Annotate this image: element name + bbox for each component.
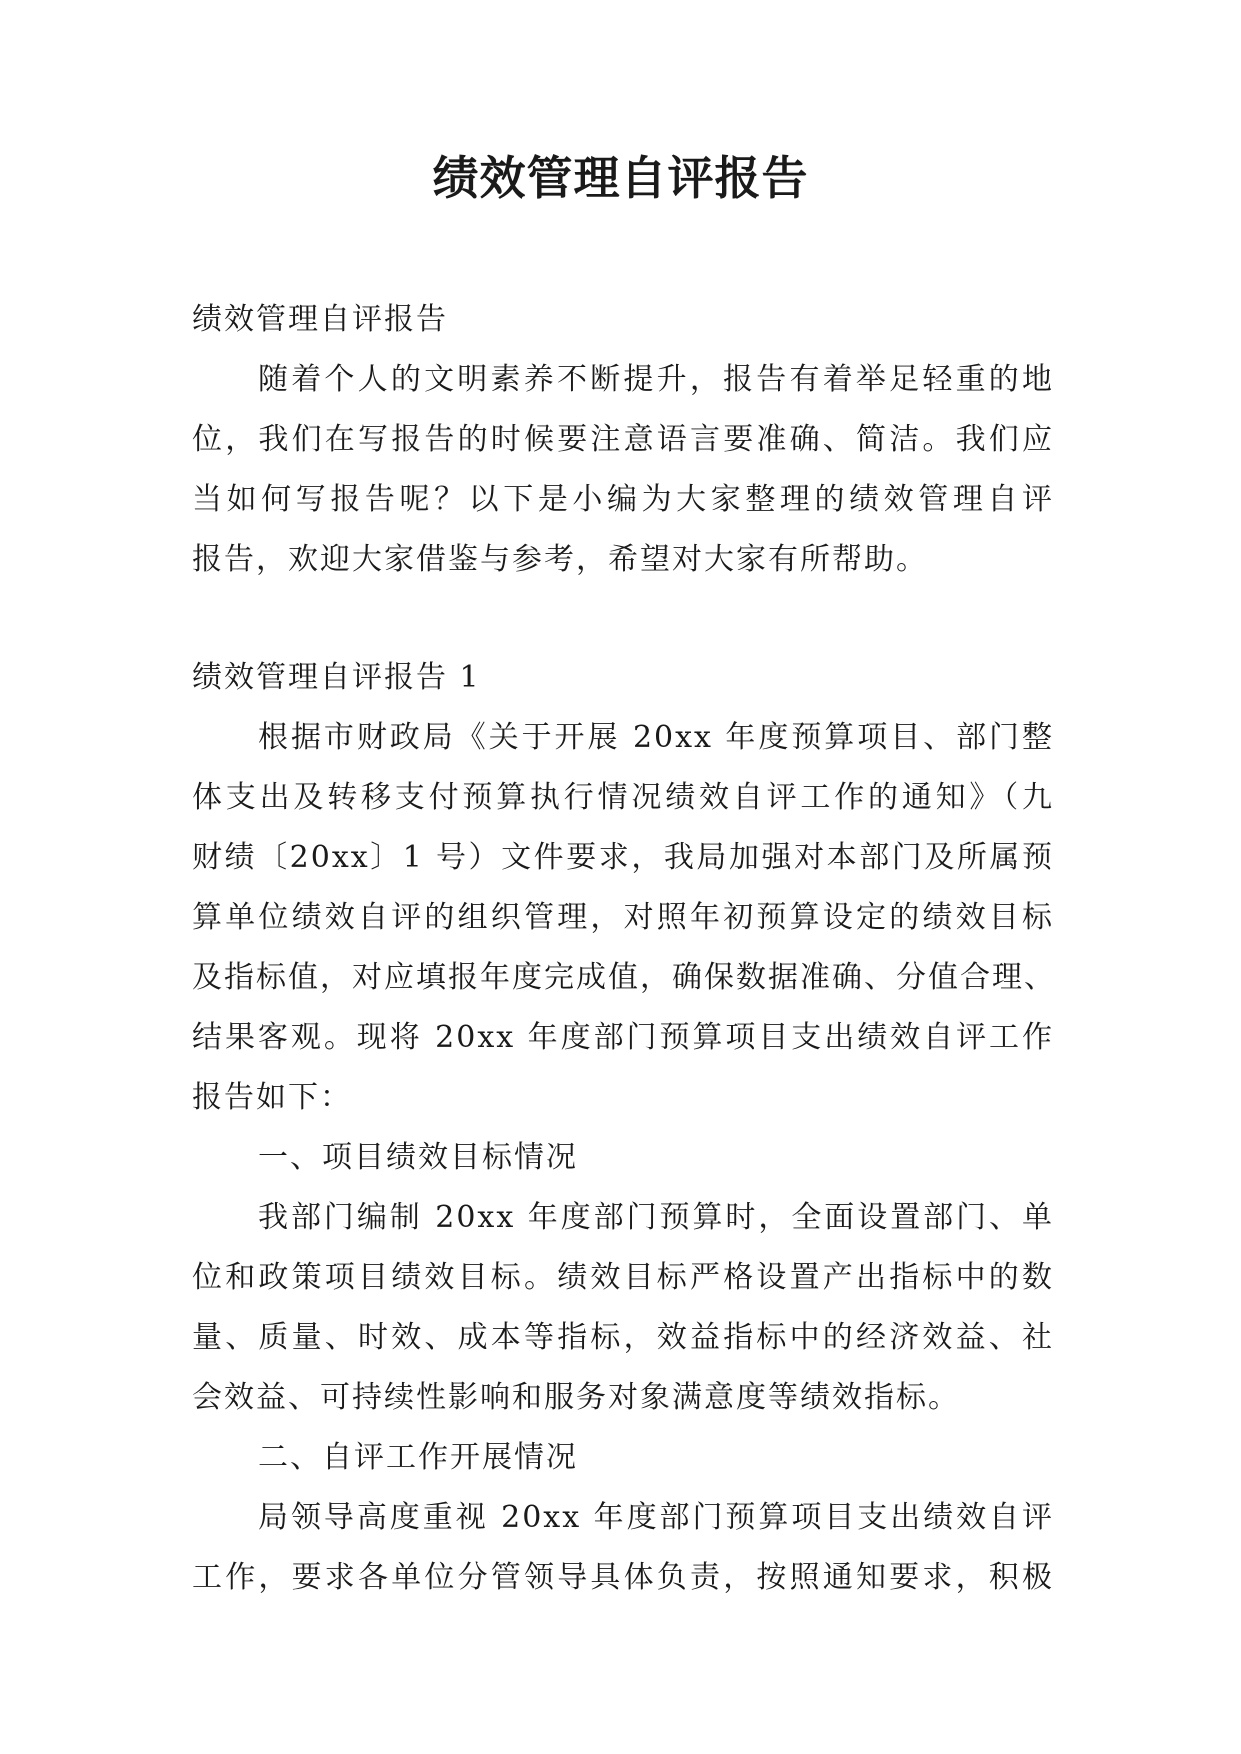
section1-title: 绩效管理自评报告 1 [192,660,481,695]
section1-line: 报告如下： [192,1080,352,1115]
section1-line: 及指标值，对应填报年度完成值，确保数据准确、分值合理、 [192,960,1056,995]
heading2-line: 局领导高度重视 20xx 年度部门预算项目支出绩效自评 [258,1500,1054,1535]
section1-line: 结果客观。现将 20xx 年度部门预算项目支出绩效自评工作 [192,1020,1054,1055]
subtitle: 绩效管理自评报告 [192,302,448,337]
section1-line: 算单位绩效自评的组织管理，对照年初预算设定的绩效目标 [192,900,1054,935]
section1-line: 财绩〔20xx〕1 号）文件要求，我局加强对本部门及所属预 [192,840,1054,875]
section1-paragraph [192,708,1054,1128]
heading2-paragraph [192,1488,1054,1608]
intro-line: 位，我们在写报告的时候要注意语言要准确、简洁。我们应 [192,422,1054,457]
heading1-paragraph [192,1188,1054,1428]
heading-1: 一、项目绩效目标情况 [258,1140,578,1175]
heading1-line: 我部门编制 20xx 年度部门预算时，全面设置部门、单 [258,1200,1054,1235]
heading1-line: 会效益、可持续性影响和服务对象满意度等绩效指标。 [192,1380,960,1415]
paragraph-gap [192,590,1054,648]
section1-line: 根据市财政局《关于开展 20xx 年度预算项目、部门整 [258,720,1054,755]
heading-2: 二、自评工作开展情况 [258,1440,578,1475]
heading1-line: 位和政策项目绩效目标。绩效目标严格设置产出指标中的数 [192,1260,1054,1295]
document-body [192,290,1054,1608]
intro-line: 报告，欢迎大家借鉴与参考，希望对大家有所帮助。 [192,542,928,577]
document-title: 绩效管理自评报告 [432,151,809,205]
section1-line: 体支出及转移支付预算执行情况绩效自评工作的通知》（九 [192,780,1054,815]
heading1-line: 量、质量、时效、成本等指标，效益指标中的经济效益、社 [192,1320,1054,1355]
intro-paragraph [192,350,1054,590]
intro-line: 随着个人的文明素养不断提升，报告有着举足轻重的地 [258,362,1054,397]
intro-line: 当如何写报告呢？以下是小编为大家整理的绩效管理自评 [192,482,1054,517]
heading2-line: 工作，要求各单位分管领导具体负责，按照通知要求，积极 [192,1560,1054,1595]
